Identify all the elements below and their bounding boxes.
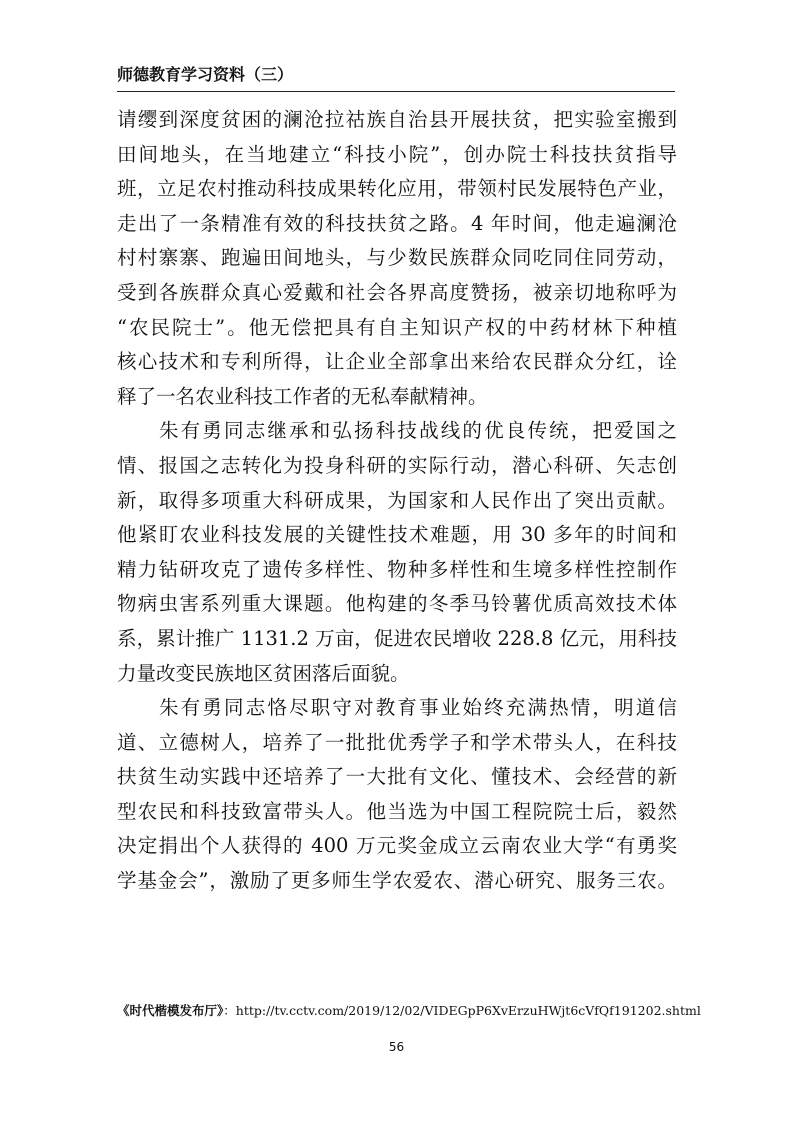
text-line: 情、报国之志转化为投身科研的实际行动，潜心科研、矢志创: [117, 453, 677, 477]
text-line: 精力钻研攻克了遗传多样性、物种多样性和生境多样性控制作: [117, 557, 677, 581]
text-line: 道、立德树人，培养了一批批优秀学子和学术带头人，在科技: [117, 730, 677, 754]
footnote-url[interactable]: http://tv.cctv.com/2019/12/02/VIDEGpP6XvErzuHWjt6cVfQf191202.shtml: [235, 1003, 701, 1018]
text-line: 决定捐出个人获得的 400 万元奖金成立云南农业大学“有勇奖: [117, 834, 677, 858]
paragraph-3: [117, 691, 677, 899]
text-line: 学基金会”，激励了更多师生学农爱农、潜心研究、服务三农。: [117, 869, 677, 893]
article-body: [117, 103, 677, 899]
text-line: 朱有勇同志恪尽职守对教育事业始终充满热情，明道信: [159, 696, 677, 720]
text-line: 请缨到深度贫困的澜沧拉祜族自治县开展扶贫，把实验室搬到: [117, 108, 677, 131]
text-line: 扶贫生动实践中还培养了一大批有文化、懂技术、会经营的新: [117, 765, 677, 789]
text-line: 村村寨寨、跑遍田间地头，与少数民族群众同吃同住同劳动，: [117, 246, 677, 270]
text-line: 朱有勇同志继承和弘扬科技战线的优良传统，把爱国之: [159, 419, 677, 443]
text-line: 型农民和科技致富带头人。他当选为中国工程院院士后，毅然: [117, 799, 677, 823]
text-line: 力量改变民族地区贫困落后面貌。: [117, 661, 410, 685]
source-footnote: [117, 1001, 701, 1019]
text-line: 新，取得多项重大科研成果，为国家和人民作出了突出贡献。: [117, 488, 677, 512]
running-header: 师德教育学习资料（三）: [117, 65, 294, 84]
text-line: “农民院士”。他无偿把具有自主知识产权的中药材林下种植: [117, 315, 677, 339]
footnote-source-title: 《时代楷模发布厅》: [117, 1003, 224, 1018]
text-line: 班，立足农村推动科技成果转化应用，带领村民发展特色产业，: [117, 177, 677, 201]
text-line: 系，累计推广 1131.2 万亩，促进农民增收 228.8 亿元，用科技: [117, 626, 677, 650]
text-line: 田间地头，在当地建立“科技小院”，创办院士科技扶贫指导: [117, 142, 677, 166]
text-line: 他紧盯农业科技发展的关键性技术难题，用 30 多年的时间和: [117, 523, 677, 547]
header-rule: [117, 91, 675, 92]
text-line: 走出了一条精准有效的科技扶贫之路。4 年时间，他走遍澜沧: [117, 211, 677, 235]
text-line: 释了一名农业科技工作者的无私奉献精神。: [117, 384, 488, 408]
text-line: 物病虫害系列重大课题。他构建的冬季马铃薯优质高效技术体: [117, 592, 677, 616]
paragraph-2: [117, 414, 677, 691]
footnote-separator: ：: [223, 1003, 236, 1018]
page-number: 56: [388, 1040, 405, 1054]
text-line: 受到各族群众真心爱戴和社会各界高度赞扬，被亲切地称呼为: [117, 280, 677, 304]
paragraph-1: [117, 103, 677, 414]
text-line: 核心技术和专利所得，让企业全部拿出来给农民群众分红，诠: [117, 350, 677, 374]
